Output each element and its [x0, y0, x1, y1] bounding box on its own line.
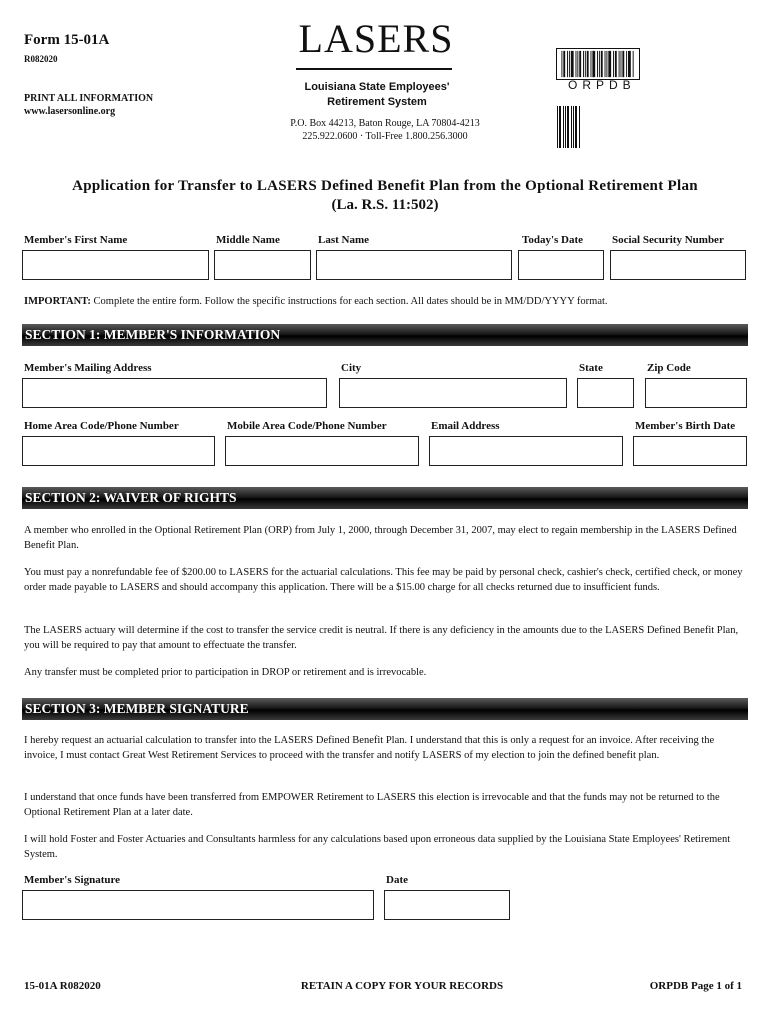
last-name-field[interactable]: [316, 250, 512, 280]
home-phone-label: Home Area Code/Phone Number: [24, 420, 179, 432]
barcode-icon: [556, 48, 640, 80]
org-name-line1: Louisiana State Employees': [304, 81, 450, 93]
mailing-address-field[interactable]: [22, 378, 327, 408]
ssn-field[interactable]: [610, 250, 746, 280]
form-number: Form 15-01A: [24, 32, 110, 48]
city-field[interactable]: [339, 378, 567, 408]
todays-date-label: Today's Date: [522, 234, 584, 246]
signature-paragraph-2: I understand that once funds have been transferred from EMPOWER Retirement to LASERS this election is irrevocable and that the funds may not be returned to the Optional Retirement Plan at a later date.: [24, 792, 720, 818]
waiver-paragraph-2: You must pay a nonrefundable fee of $200.00 to LASERS for the actuarial calculations. This fee may be paid by personal check, cashier's check, certified check, or money order made payable to LASERS and should accompany this application. There will be a $15.00 charge for all checks returned due to insufficient funds.: [24, 567, 743, 593]
signature-paragraph-3: I will hold Foster and Foster Actuaries and Consultants harmless for any calculations based upon erroneous data supplied by the Louisiana State Employees' Retirement System.: [24, 834, 731, 860]
waiver-paragraph-1: A member who enrolled in the Optional Retirement Plan (ORP) from July 1, 2000, through December 31, 2007, may elect to regain membership in the LASERS Defined Benefit Plan.: [24, 525, 737, 551]
important-label: IMPORTANT:: [24, 296, 91, 307]
barcode-icon: [556, 106, 582, 148]
footer-form-id: 15-01A R082020: [24, 980, 101, 992]
mailing-address-label: Member's Mailing Address: [24, 362, 152, 374]
org-name-line2: Retirement System: [327, 96, 427, 108]
form-statute: (La. R.S. 11:502): [331, 197, 439, 213]
footer-retain-notice: RETAIN A COPY FOR YOUR RECORDS: [300, 980, 504, 992]
mailing-address-text: P.O. Box 44213, Baton Rouge, LA 70804-4213: [290, 118, 480, 129]
state-field[interactable]: [577, 378, 634, 408]
zip-code-label: Zip Code: [647, 362, 691, 374]
state-label: State: [579, 362, 603, 374]
first-name-field[interactable]: [22, 250, 209, 280]
city-label: City: [341, 362, 362, 374]
print-notice: PRINT ALL INFORMATION: [24, 93, 154, 104]
website-text: www.lasersonline.org: [24, 106, 116, 117]
important-text: Complete the entire form. Follow the specific instructions for each section. All dates should be in MM/DD/YYYY format.: [90, 296, 608, 307]
barcode-label: ORPDB: [568, 78, 636, 92]
last-name-label: Last Name: [318, 234, 370, 246]
lasers-logo: LASERS: [298, 16, 454, 61]
section3-heading: SECTION 3: MEMBER SIGNATURE: [22, 698, 748, 720]
signature-date-label: Date: [386, 874, 408, 886]
zip-code-field[interactable]: [645, 378, 747, 408]
footer-page-number: ORPDB Page 1 of 1: [649, 980, 742, 992]
waiver-paragraph-4: Any transfer must be completed prior to participation in DROP or retirement and is irrevocable.: [24, 667, 427, 678]
signature-date-field[interactable]: [384, 890, 510, 920]
birth-date-label: Member's Birth Date: [635, 420, 736, 432]
mobile-phone-label: Mobile Area Code/Phone Number: [227, 420, 387, 432]
logo-divider: [296, 68, 452, 70]
phone-text: 225.922.0600 · Toll-Free 1.800.256.3000: [302, 131, 468, 142]
important-notice: [24, 296, 608, 307]
birth-date-field[interactable]: [633, 436, 747, 466]
email-label: Email Address: [431, 420, 500, 432]
middle-name-label: Middle Name: [216, 234, 280, 246]
section1-heading: SECTION 1: MEMBER'S INFORMATION: [22, 324, 748, 346]
member-signature-label: Member's Signature: [24, 874, 121, 886]
signature-paragraph-1: I hereby request an actuarial calculation to transfer into the LASERS Defined Benefit Plan. I understand that this is only a request for an invoice. After receiving the invoice, I must contact Great West Retirement Services to proceed with the transfer and notify LASERS of my election to join the defined benefit plan.: [24, 735, 715, 761]
email-field[interactable]: [429, 436, 623, 466]
mobile-phone-field[interactable]: [225, 436, 419, 466]
member-signature-field[interactable]: [22, 890, 374, 920]
waiver-paragraph-3: The LASERS actuary will determine if the cost to transfer the service credit is neutral. If there is any deficiency in the amounts due to the LASERS Defined Benefit Plan, you will be required to pay that amount to effectuate the transfer.: [24, 625, 739, 651]
form-title: Application for Transfer to LASERS Defined Benefit Plan from the Optional Retirement Plan: [72, 178, 698, 194]
home-phone-field[interactable]: [22, 436, 215, 466]
first-name-label: Member's First Name: [24, 234, 128, 246]
middle-name-field[interactable]: [214, 250, 311, 280]
section2-heading: SECTION 2: WAIVER OF RIGHTS: [22, 487, 748, 509]
ssn-label: Social Security Number: [612, 234, 724, 246]
form-revision: R082020: [24, 54, 58, 64]
todays-date-field[interactable]: [518, 250, 604, 280]
